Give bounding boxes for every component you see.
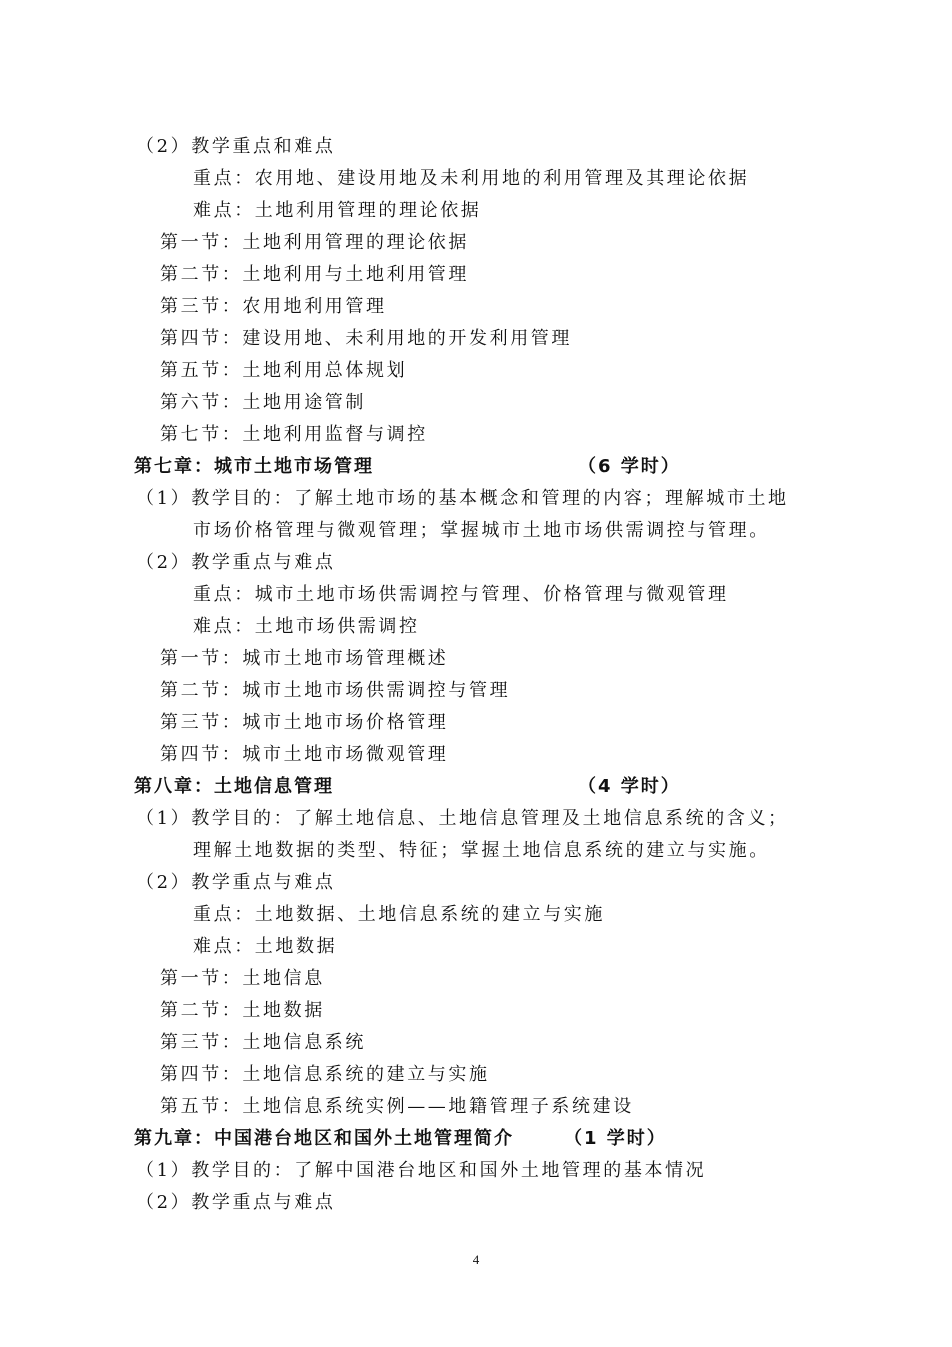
- section-entry: 第四节：城市土地市场微观管理: [160, 744, 449, 765]
- list-item-heading: （2）教学重点和难点: [136, 136, 336, 157]
- objective-continuation: 市场价格管理与微观管理；掌握城市土地市场供需调控与管理。: [193, 520, 770, 541]
- key-point-text: 重点：城市土地市场供需调控与管理、价格管理与微观管理: [193, 584, 729, 605]
- section-entry: 第一节：土地利用管理的理论依据: [160, 232, 469, 253]
- objective-continuation: 理解土地数据的类型、特征；掌握土地信息系统的建立与实施。: [193, 840, 770, 861]
- difficulty-text: 难点：土地数据: [193, 936, 338, 957]
- list-item-heading: （2）教学重点与难点: [136, 1192, 336, 1213]
- difficulty-text: 难点：土地利用管理的理论依据: [193, 200, 482, 221]
- key-point-text: 重点：农用地、建设用地及未利用地的利用管理及其理论依据: [193, 168, 750, 189]
- difficulty-text: 难点：土地市场供需调控: [193, 616, 420, 637]
- chapter-heading: [134, 775, 834, 799]
- section-entry: 第四节：建设用地、未利用地的开发利用管理: [160, 328, 572, 349]
- section-entry: 第一节：土地信息: [160, 968, 325, 989]
- section-entry: 第三节：土地信息系统: [160, 1032, 366, 1053]
- chapter-hours: （4 学时）: [578, 776, 681, 797]
- chapter-title: 第七章：城市土地市场管理: [134, 456, 374, 477]
- section-entry: 第七节：土地利用监督与调控: [160, 424, 428, 445]
- list-item-objective: （1）教学目的：了解土地信息、土地信息管理及土地信息系统的含义；: [136, 808, 789, 829]
- key-point-text: 重点：土地数据、土地信息系统的建立与实施: [193, 904, 605, 925]
- chapter-title: 第八章：土地信息管理: [134, 776, 334, 797]
- chapter-title: 第九章：中国港台地区和国外土地管理简介: [134, 1128, 514, 1149]
- chapter-hours: （6 学时）: [578, 456, 681, 477]
- chapter-heading: [134, 455, 834, 479]
- section-entry: 第二节：城市土地市场供需调控与管理: [160, 680, 511, 701]
- section-entry: 第五节：土地信息系统实例——地籍管理子系统建设: [160, 1096, 634, 1117]
- section-entry: 第三节：城市土地市场价格管理: [160, 712, 449, 733]
- section-entry: 第六节：土地用途管制: [160, 392, 366, 413]
- section-entry: 第四节：土地信息系统的建立与实施: [160, 1064, 490, 1085]
- list-item-objective: （1）教学目的：了解土地市场的基本概念和管理的内容；理解城市土地: [136, 488, 789, 509]
- chapter-hours: （1 学时）: [564, 1128, 667, 1149]
- list-item-heading: （2）教学重点与难点: [136, 552, 336, 573]
- section-entry: 第五节：土地利用总体规划: [160, 360, 408, 381]
- section-entry: 第三节：农用地利用管理: [160, 296, 387, 317]
- list-item-heading: （2）教学重点与难点: [136, 872, 336, 893]
- page-number: 4: [472, 1252, 480, 1267]
- section-entry: 第二节：土地利用与土地利用管理: [160, 264, 469, 285]
- chapter-heading: [134, 1127, 834, 1151]
- section-entry: 第一节：城市土地市场管理概述: [160, 648, 449, 669]
- list-item-objective: （1）教学目的：了解中国港台地区和国外土地管理的基本情况: [136, 1160, 707, 1181]
- section-entry: 第二节：土地数据: [160, 1000, 325, 1021]
